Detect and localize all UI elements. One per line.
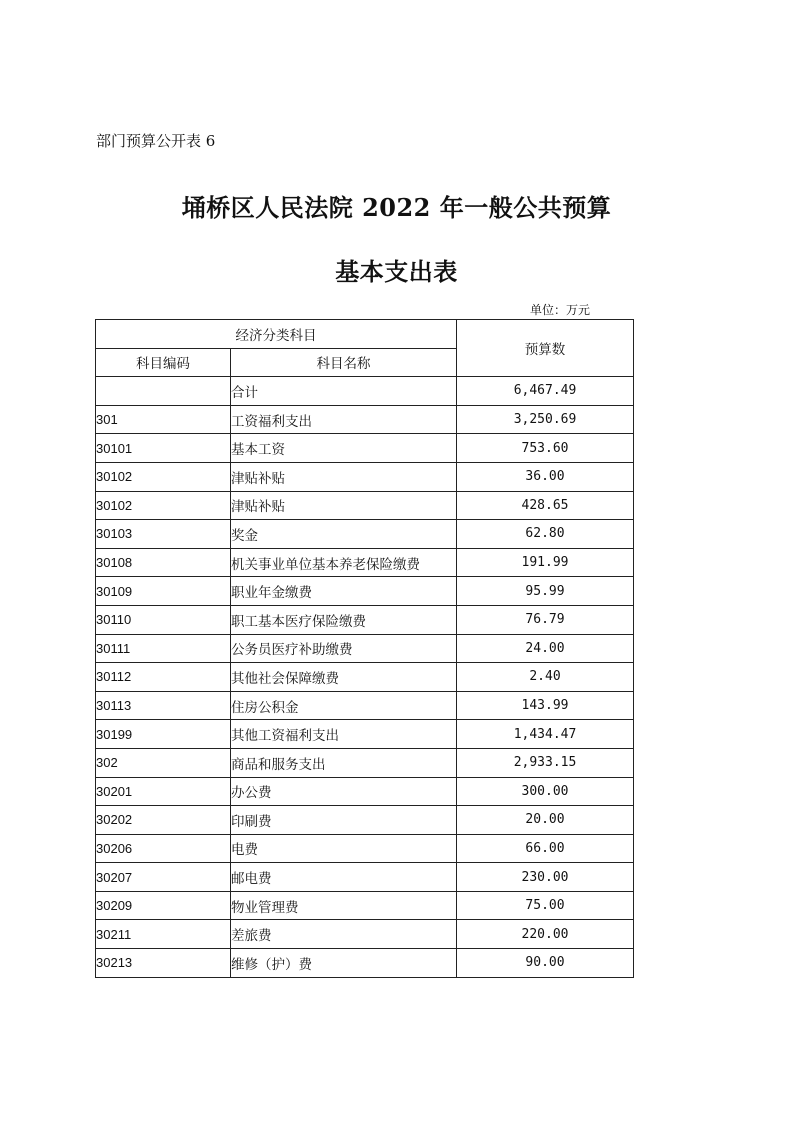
header-economic-classification: 经济分类科目 xyxy=(96,320,457,349)
budget-amount-cell: 20.00 xyxy=(457,806,634,835)
subject-name-cell: 其他工资福利支出 xyxy=(231,720,457,749)
table-row xyxy=(96,548,634,577)
document-label: 部门预算公开表 6 xyxy=(96,132,216,150)
budget-amount-cell: 24.00 xyxy=(457,634,634,663)
subject-code-cell: 30108 xyxy=(96,548,231,577)
subject-name-cell: 印刷费 xyxy=(231,806,457,835)
subject-code-cell: 302 xyxy=(96,748,231,777)
table-row xyxy=(96,462,634,491)
budget-amount-cell: 36.00 xyxy=(457,462,634,491)
table-row xyxy=(96,434,634,463)
subject-code-cell: 30213 xyxy=(96,949,231,978)
budget-amount-cell: 2,933.15 xyxy=(457,748,634,777)
budget-table xyxy=(95,319,634,978)
table-row xyxy=(96,605,634,634)
table-row xyxy=(96,863,634,892)
unit-label: 单位：万元 xyxy=(530,303,591,317)
subject-code-cell: 30101 xyxy=(96,434,231,463)
table-row xyxy=(96,577,634,606)
budget-amount-cell: 143.99 xyxy=(457,691,634,720)
table-row xyxy=(96,491,634,520)
subject-code-cell: 30110 xyxy=(96,605,231,634)
budget-amount-cell: 66.00 xyxy=(457,834,634,863)
subject-name-cell: 邮电费 xyxy=(231,863,457,892)
subject-name-cell: 合计 xyxy=(231,377,457,406)
subject-code-cell: 30111 xyxy=(96,634,231,663)
budget-amount-cell: 428.65 xyxy=(457,491,634,520)
subject-code-cell: 30211 xyxy=(96,920,231,949)
subject-name-cell: 办公费 xyxy=(231,777,457,806)
table-row xyxy=(96,891,634,920)
budget-amount-cell: 75.00 xyxy=(457,891,634,920)
subject-name-cell: 公务员医疗补助缴费 xyxy=(231,634,457,663)
table-row xyxy=(96,920,634,949)
subject-name-cell: 其他社会保障缴费 xyxy=(231,663,457,692)
table-row xyxy=(96,806,634,835)
table-row xyxy=(96,520,634,549)
subject-code-cell: 30113 xyxy=(96,691,231,720)
subject-name-cell: 职业年金缴费 xyxy=(231,577,457,606)
subject-code-cell: 30103 xyxy=(96,520,231,549)
subject-code-cell: 30207 xyxy=(96,863,231,892)
subject-code-cell: 30102 xyxy=(96,462,231,491)
table-row xyxy=(96,634,634,663)
budget-amount-cell: 753.60 xyxy=(457,434,634,463)
subject-name-cell: 奖金 xyxy=(231,520,457,549)
budget-amount-cell: 76.79 xyxy=(457,605,634,634)
subject-name-cell: 住房公积金 xyxy=(231,691,457,720)
budget-amount-cell: 2.40 xyxy=(457,663,634,692)
subject-code-cell: 30206 xyxy=(96,834,231,863)
budget-amount-cell: 6,467.49 xyxy=(457,377,634,406)
table-row xyxy=(96,949,634,978)
budget-amount-cell: 220.00 xyxy=(457,920,634,949)
subject-name-cell: 物业管理费 xyxy=(231,891,457,920)
budget-amount-cell: 1,434.47 xyxy=(457,720,634,749)
table-row xyxy=(96,691,634,720)
subject-name-cell: 基本工资 xyxy=(231,434,457,463)
table-header-row-1 xyxy=(96,320,634,349)
subject-name-cell: 津贴补贴 xyxy=(231,462,457,491)
subject-name-cell: 电费 xyxy=(231,834,457,863)
subject-code-cell: 30201 xyxy=(96,777,231,806)
subject-name-cell: 商品和服务支出 xyxy=(231,748,457,777)
budget-amount-cell: 62.80 xyxy=(457,520,634,549)
header-subject-name: 科目名称 xyxy=(231,348,457,377)
subject-name-cell: 维修（护）费 xyxy=(231,949,457,978)
table-row xyxy=(96,405,634,434)
subject-name-cell: 机关事业单位基本养老保险缴费 xyxy=(231,548,457,577)
table-row xyxy=(96,834,634,863)
subject-code-cell: 301 xyxy=(96,405,231,434)
table-row xyxy=(96,748,634,777)
subject-name-cell: 工资福利支出 xyxy=(231,405,457,434)
subject-code-cell: 30199 xyxy=(96,720,231,749)
subject-name-cell: 津贴补贴 xyxy=(231,491,457,520)
table-row xyxy=(96,377,634,406)
page-title-line-2: 基本支出表 xyxy=(335,257,458,286)
page-title-line-1: 埇桥区人民法院 2022 年一般公共预算 xyxy=(181,193,612,222)
subject-code-cell: 30202 xyxy=(96,806,231,835)
subject-name-cell: 职工基本医疗保险缴费 xyxy=(231,605,457,634)
budget-amount-cell: 191.99 xyxy=(457,548,634,577)
budget-amount-cell: 3,250.69 xyxy=(457,405,634,434)
subject-code-cell: 30109 xyxy=(96,577,231,606)
budget-amount-cell: 95.99 xyxy=(457,577,634,606)
budget-amount-cell: 90.00 xyxy=(457,949,634,978)
subject-code-cell: 30209 xyxy=(96,891,231,920)
header-subject-code: 科目编码 xyxy=(96,348,231,377)
subject-code-cell: 30112 xyxy=(96,663,231,692)
subject-code-cell xyxy=(96,377,231,406)
table-row xyxy=(96,777,634,806)
subject-name-cell: 差旅费 xyxy=(231,920,457,949)
subject-code-cell: 30102 xyxy=(96,491,231,520)
table-row xyxy=(96,720,634,749)
table-row xyxy=(96,663,634,692)
budget-amount-cell: 300.00 xyxy=(457,777,634,806)
budget-amount-cell: 230.00 xyxy=(457,863,634,892)
header-budget-amount: 预算数 xyxy=(457,320,634,377)
